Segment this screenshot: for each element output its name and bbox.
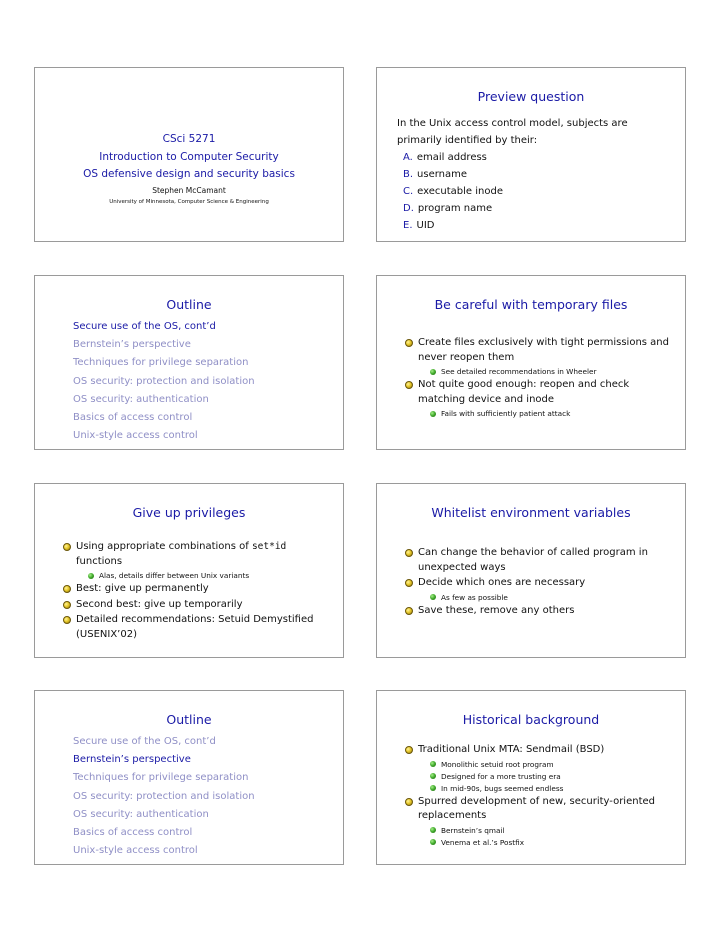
choice-letter: A. (403, 152, 413, 163)
bullet-item: Traditional Unix MTA: Sendmail (BSD) (405, 743, 673, 758)
author: Stephen McCamant (152, 185, 226, 195)
affiliation: University of Minnesota, Computer Science & Engineering (109, 198, 269, 205)
code-text: set*id (251, 541, 287, 552)
bullet-item: Decide which ones are necessary (405, 576, 673, 591)
choice-letter: E. (403, 220, 413, 231)
slide-give-up-privileges (34, 483, 344, 658)
bullet-item: Detailed recommendations: Setuid Demystified (USENIX’02) (63, 613, 331, 642)
slide-title-text: Give up privileges (132, 505, 246, 520)
outline-item: OS security: authentication (73, 808, 209, 820)
choice-letter: B. (403, 169, 414, 180)
bullet-list (405, 546, 673, 619)
sub-bullet-item: Designed for a more trusting era (430, 771, 673, 783)
slide-whitelist-env (376, 483, 686, 658)
choice-text: executable inode (417, 186, 503, 197)
outline-item: Techniques for privilege separation (73, 357, 249, 369)
choice-item (403, 217, 503, 234)
choice-text: username (417, 169, 468, 180)
slide-preview-question (376, 67, 686, 242)
choice-text: program name (417, 203, 493, 214)
slide-title-text: Outline (166, 297, 212, 312)
slide-title-text: Be careful with temporary files (434, 297, 628, 312)
outline-item: OS security: authentication (73, 393, 209, 405)
choice-list (403, 149, 503, 234)
sub-bullet-item: Fails with sufficiently patient attack (430, 408, 673, 420)
outline-item: Secure use of the OS, cont’d (73, 736, 216, 747)
slide-historical-background (376, 690, 686, 865)
choice-item (403, 183, 503, 200)
outline-item: OS security: protection and isolation (73, 790, 255, 802)
sub-bullet-item: Bernstein’s qmail (430, 825, 673, 837)
outline-item: Unix-style access control (73, 430, 198, 442)
sub-bullet-item: Alas, details differ between Unix variants (88, 570, 331, 582)
choice-letter: C. (403, 186, 414, 197)
outline-item-active: Bernstein’s perspective (73, 754, 191, 766)
choice-text: email address (416, 152, 487, 163)
bullet-item: Second best: give up temporarily (63, 598, 331, 613)
sub-bullet-item: Venema et al.’s Postfix (430, 837, 673, 849)
sub-bullet-item: See detailed recommendations in Wheeler (430, 366, 673, 378)
title-block (35, 131, 343, 207)
slide-outline (34, 690, 344, 865)
slide-outline (34, 275, 344, 450)
course-title: Introduction to Computer Security (99, 150, 279, 163)
bullet-list (63, 540, 331, 643)
choice-text: UID (416, 220, 435, 231)
bullet-list (405, 743, 673, 849)
sub-bullet-item: Monolithic setuid root program (430, 759, 673, 771)
course-number: CSci 5271 (162, 133, 216, 145)
bullet-item: Save these, remove any others (405, 604, 673, 619)
outline-item: Basics of access control (73, 412, 193, 424)
choice-item (403, 166, 503, 183)
bullet-item: Spurred development of new, security-oriented replacements (405, 795, 673, 824)
sub-bullet-item: In mid-90s, bugs seemed endless (430, 783, 673, 795)
outline-item: Unix-style access control (73, 845, 198, 857)
outline-item-active: Secure use of the OS, cont’d (73, 321, 216, 332)
outline-list (73, 733, 255, 860)
bullet-item (63, 540, 331, 569)
sub-bullet-item: As few as possible (430, 592, 673, 604)
choice-item (403, 149, 503, 166)
slide-title-text: Whitelist environment variables (431, 505, 631, 520)
bullet-item: Create files exclusively with tight permissions and never reopen them (405, 336, 673, 365)
outline-item: OS security: protection and isolation (73, 375, 255, 387)
bullet-text: Using appropriate combinations of (76, 541, 252, 552)
bullet-text: functions (76, 555, 123, 567)
slide-title-text: Preview question (477, 89, 585, 104)
bullet-item: Can change the behavior of called program in unexpected ways (405, 546, 673, 575)
outline-item: Bernstein’s perspective (73, 339, 191, 351)
bullet-item: Not quite good enough: reopen and check matching device and inode (405, 378, 673, 407)
slide-title-text: Historical background (462, 712, 600, 727)
bullet-list (405, 336, 673, 420)
slide-temporary-files (376, 275, 686, 450)
outline-item: Techniques for privilege separation (73, 772, 249, 784)
choice-item (403, 200, 503, 217)
question-text: In the Unix access control model, subjects are primarily identified by their: (397, 118, 628, 146)
slide-title (34, 67, 344, 242)
lecture-title: OS defensive design and security basics (83, 168, 295, 180)
outline-list (73, 318, 255, 445)
bullet-item: Best: give up permanently (63, 582, 331, 597)
slide-title-text: Outline (166, 712, 212, 727)
choice-letter: D. (403, 203, 414, 214)
outline-item: Basics of access control (73, 827, 193, 839)
